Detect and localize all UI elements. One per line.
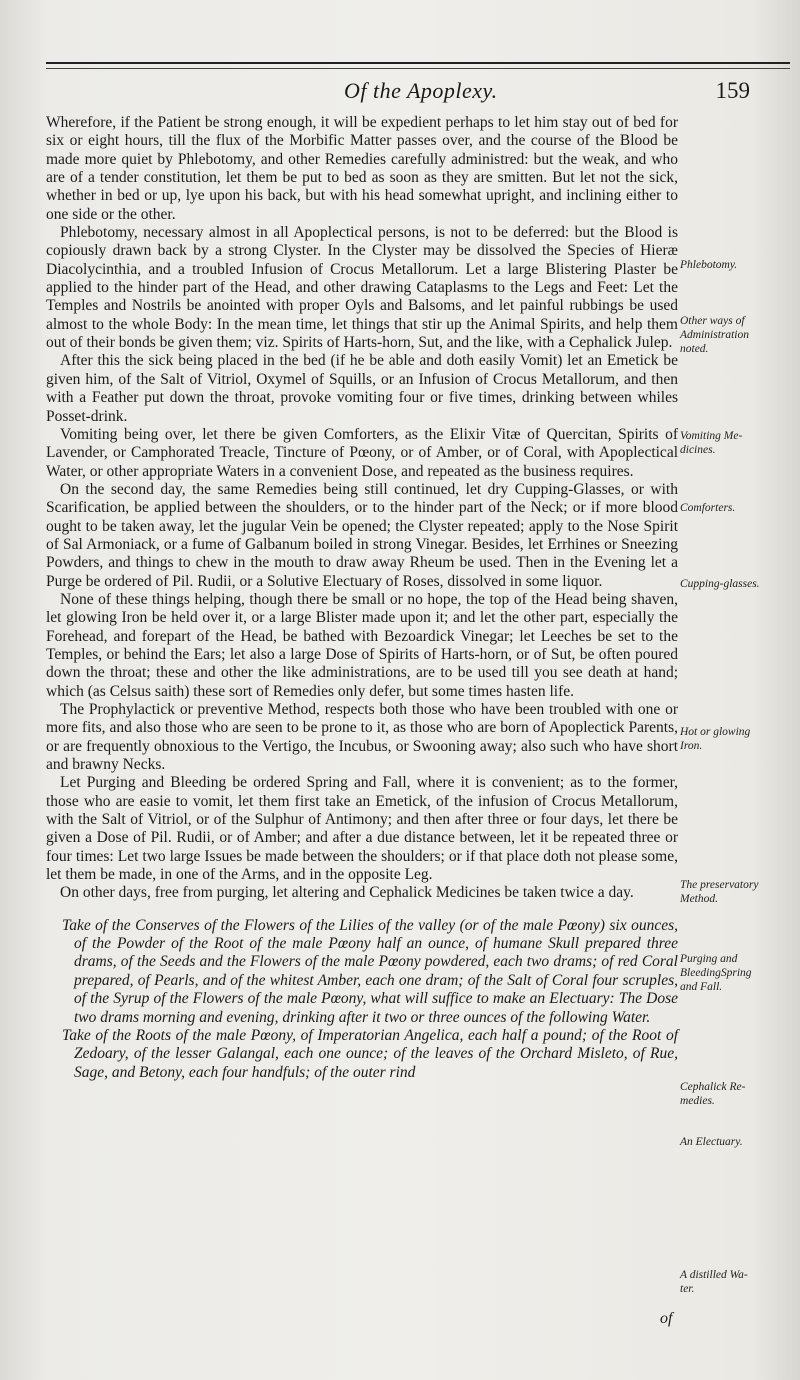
margin-note-vomiting [680, 429, 786, 457]
margin-note-line: Administration [680, 329, 750, 341]
margin-note-line: BleedingSpring [680, 967, 752, 979]
margin-note-line: The preservatory [680, 879, 759, 891]
margin-note-line: Comforters. [680, 502, 736, 514]
paragraph-glowing-iron: None of these things helping, though there be small or no hope, the top of the Head being shaven, let glowing Iron be held over it, or a large Blister made upon it; and let the other part, especially the Forehead, and forepart of the Head, be bathed with Bezoardick Vinegar; let Leeches be set to the Temples, or behind the Ears; let also a large Dose of Spirits of Harts-horn, or of Sut, be often poured down the throat; these and other the like administrations, are to be used till you see death at hand; which (as Celsus saith) these sort of Remedies only defer, but some times hasten life. [46, 590, 678, 700]
margin-note-electuary [680, 1135, 786, 1149]
section-gap [46, 903, 678, 917]
header-rule [46, 68, 790, 69]
catchword: of [660, 1310, 673, 1327]
recipe-electuary: Take of the Conserves of the Flowers of the Lilies of the valley (or of the male Pœony) six ounces, of the Powder of the Root of the male Pœony half an ounce, of humane Skull prepared three drams, of the Seeds and the Flowers of the male Pœony powdered, each two drams; of red Coral prepared, of Pearls, and of the whitest Amber, each one dram; of the Salt of Coral four scruples, of the Syrup of the Flowers of the male Pœony, what will suffice to make an Electuary: The Dose two drams morning and evening, drinking after it two or three ounces of the following Water. [62, 916, 678, 1026]
margin-note-line: A distilled Wa- [680, 1269, 748, 1281]
margin-note-line: and Fall. [680, 981, 723, 993]
margin-note-line: Hot or glowing [680, 726, 751, 738]
margin-note-line: An Electuary. [680, 1136, 743, 1148]
margin-note-line: Phlebotomy. [680, 259, 738, 271]
paragraph-prophylactick: The Prophylactick or preventive Method, respects both those who have been troubled with one or more fits, and also those who are seen to be prone to it, as those who are born of Apoplectick Parents, or are frequently obnoxious to the Vertigo, the Incubus, or Swooning away; also such who have short and brawny Necks. [46, 701, 678, 774]
paragraph-vomiting: After this the sick being placed in the bed (if he be able and doth easily Vomit) let an Emetick be given him, of the Salt of Vitriol, Oxymel of Squills, or an Infusion of Crocus Metallorum, and then with a Feather put down the throat, provoke vomiting four or five times, drinking between whiles Posset-drink. [46, 352, 678, 425]
margin-note-purging [680, 952, 786, 994]
margin-note-line: Vomiting Me- [680, 430, 743, 442]
margin-note-line: Purging and [680, 953, 738, 965]
margin-note-line: noted. [680, 343, 709, 355]
margin-note-glowing-iron [680, 725, 786, 753]
margin-note-comforters [680, 501, 786, 515]
recipe-distilled-water: Take of the Roots of the male Pœony, of Imperatorian Angelica, each half a pound; of the Root of Zedoary, of the lesser Galangal, each one ounce; of the leaves of the Orchard Misleto, of Rue, Sage, and Betony, each four handfuls; of the outer rind [62, 1026, 678, 1081]
margin-note-line: Other ways of [680, 315, 745, 327]
margin-note-cephalick [680, 1080, 786, 1108]
paragraph-comforters: Vomiting being over, let there be given Comforters, as the Elixir Vitæ of Quercitan, Spirits of Lavender, or Camphorated Treacle, Tincture of Pœony, or of Amber, or of Coral, with Apoplectical Water, or other appropriate Waters in a convenient Dose, and repeated as the business requires. [46, 425, 678, 480]
paragraph-purging: Let Purging and Bleeding be ordered Spring and Fall, where it is convenient; as to the former, those who are easie to vomit, let them first take an Emetick, of the infusion of Crocus Metallorum, with the Salt of Vitriol, or of the Sulphur of Antimony; and then after three or four days, let there be given a Dose of Pil. Rudii, or of Amber; and after a due distance between, let it be repeated three or four times: Let two large Issues be made between the shoulders; or if that place doth not please some, let them be made, in one of the Arms, and in the opposite Leg. [46, 774, 678, 884]
paragraph-phlebotomy: Phlebotomy, necessary almost in all Apoplectical persons, is not to be deferred: but the Blood is copiously drawn back by a strong Clyster. In the Clyster may be dissolved the Species of Hieræ Diacolycinthia, and a troubled Infusion of Crocus Metallorum. Let a large Blistering Plaster be applied to the hinder part of the Head, and other drawing Cataplasms to the Legs and Feet: Let the Temples and Nostrils be anointed with proper Oyls and Balsoms, and let painful rubbings be used almost to the whole Body: In the mean time, let things that stir up the Animal Spirits, and help them out of their bonds be given them; viz. Spirits of Harts-horn, Sut, and the like, with a Cephalick Julep. [46, 224, 678, 352]
margin-note-other-ways [680, 314, 786, 356]
margin-note-phlebotomy [680, 258, 786, 272]
margin-note-line: medies. [680, 1095, 715, 1107]
body-text [46, 114, 678, 1082]
margin-note-line: Method. [680, 893, 719, 905]
margin-note-line: Iron. [680, 740, 703, 752]
margin-note-line: Cephalick Re- [680, 1081, 746, 1093]
margin-notes [680, 0, 790, 1380]
paragraph-1: Wherefore, if the Patient be strong enough, it will be expedient perhaps to let him stay out of bed for six or eight hours, till the flux of the Morbific Matter passes over, and the course of the Blood be made more quiet by Phlebotomy, and other Remedies carefully administred: but the weak, and who are of a tender constitution, let them be put to bed as soon as they are smitten. But let not the sick, whether in bed or up, lye upon his back, but with his head somewhat upright, and inclining either to one side or the other. [46, 114, 678, 223]
paragraph-cupping: On the second day, the same Remedies being still continued, let dry Cupping-Glasses, or with Scarification, be applied between the shoulders, or to the hinder part of the Neck; or if more blood ought to be taken away, let the jugular Vein be opened; the Clyster repeated; apply to the Nose Spirit of Sal Armoniack, or a fume of Galbanum boiled in strong Vinegar. Besides, let Errhines or Sneezing Powders, and things to chew in the mouth to draw away Rheum be used. Then in the Evening let a Purge be ordered of Pil. Rudii, or a Solutive Electuary of Roses, dissolved in some liquor. [46, 480, 678, 590]
margin-note-preservatory [680, 878, 786, 906]
page-number: 159 [715, 78, 750, 103]
running-title: Of the Apoplexy. [344, 78, 498, 103]
page-header [46, 62, 790, 108]
margin-note-distilled-water [680, 1268, 786, 1296]
margin-note-line: dicines. [680, 444, 716, 456]
paragraph-cephalick: On other days, free from purging, let altering and Cephalick Medicines be taken twice a day. [60, 884, 634, 902]
margin-note-line: ter. [680, 1283, 695, 1295]
margin-note-cupping [680, 577, 786, 591]
margin-note-line: Cupping-glasses. [680, 578, 760, 590]
